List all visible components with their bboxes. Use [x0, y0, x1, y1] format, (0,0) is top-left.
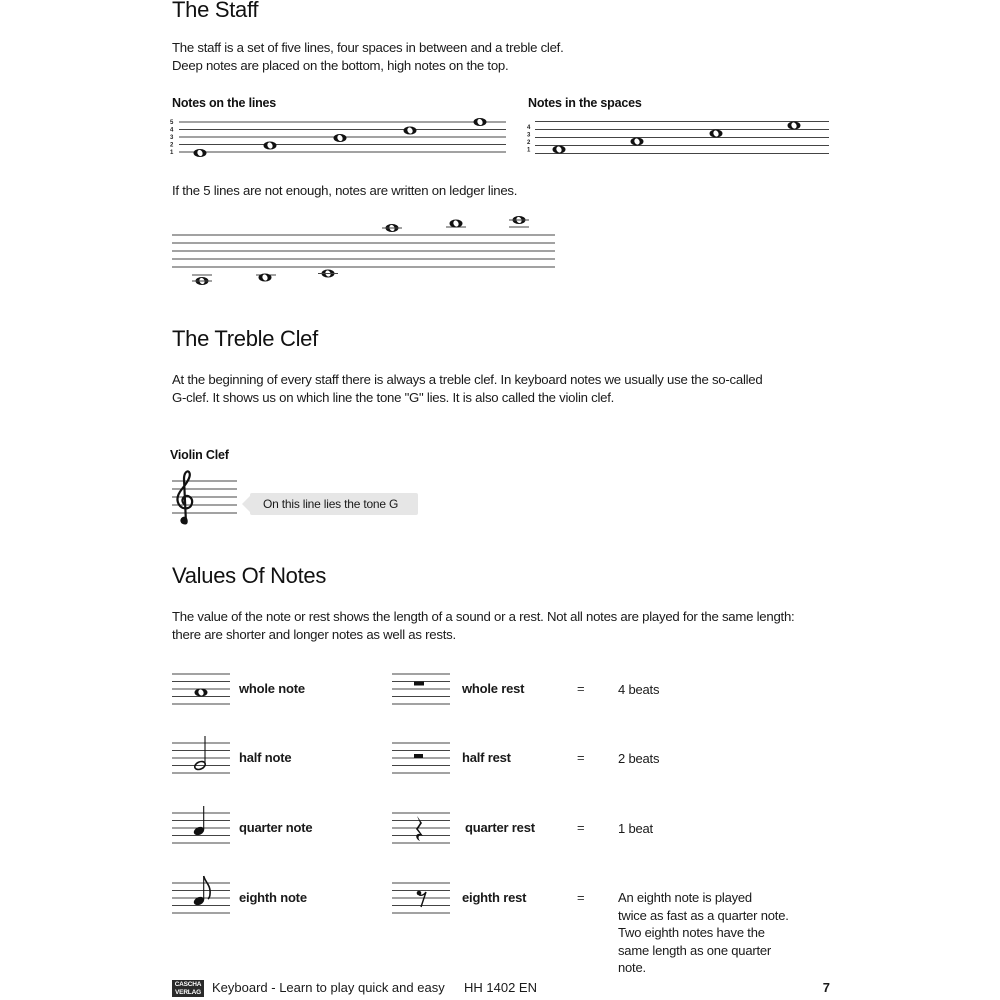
staff-intro-line2: Deep notes are placed on the bottom, high notes on the top.	[172, 58, 509, 73]
section-title-values: Values Of Notes	[172, 563, 327, 588]
whole-note-icon	[788, 122, 801, 130]
line-number: 3	[170, 135, 174, 141]
treble-clef-icon	[178, 471, 193, 524]
violin-clef-title: Violin Clef	[170, 448, 229, 462]
eighth-value-line: Two eighth notes have the	[618, 925, 765, 940]
book-code: HH 1402 EN	[464, 980, 537, 995]
whole-note-icon	[474, 118, 487, 126]
notes-on-lines-title: Notes on the lines	[172, 96, 277, 110]
whole-note-icon	[264, 142, 277, 150]
eighth-value-line: note.	[618, 960, 646, 975]
whole-note-icon	[195, 689, 208, 697]
whole-rest-icon	[414, 682, 424, 686]
quarter-rest-label: quarter rest	[465, 820, 535, 835]
page-footer	[172, 980, 830, 998]
equals-sign: =	[577, 820, 585, 835]
treble-intro-line2: G-clef. It shows us on which line the tone "G" lies. It is also called the violin clef.	[172, 390, 615, 405]
values-intro-line2: there are shorter and longer notes as well as rests.	[172, 627, 456, 642]
tone-g-callout: On this line lies the tone G	[250, 493, 418, 515]
whole-note-icon	[631, 138, 644, 146]
eighth-note-staff	[170, 879, 232, 919]
quarter-note-label: quarter note	[239, 820, 313, 835]
half-rest-staff	[390, 739, 452, 779]
eighth-value	[618, 889, 818, 977]
whole-note-label: whole note	[239, 681, 305, 696]
staff-intro-line1: The staff is a set of five lines, four spaces in between and a treble clef.	[172, 40, 564, 55]
logo-line: CASCHA	[174, 981, 202, 988]
line-number: 1	[170, 150, 174, 156]
whole-note-staff	[170, 670, 232, 710]
ledger-lines-text: If the 5 lines are not enough, notes are written on ledger lines.	[172, 183, 518, 198]
line-number: 4	[170, 127, 174, 134]
line-number: 5	[170, 120, 174, 126]
half-note-staff	[170, 739, 232, 779]
whole-rest-staff	[390, 670, 452, 710]
quarter-note-icon	[192, 806, 205, 837]
quarter-rest-staff	[390, 809, 452, 849]
whole-note-icon	[318, 270, 338, 278]
half-rest-icon	[414, 754, 423, 758]
eighth-value-line: same length as one quarter	[618, 942, 772, 958]
whole-note-icon	[334, 134, 347, 142]
ledger-lines-staff	[170, 210, 560, 290]
violin-clef-staff	[170, 467, 245, 532]
whole-note-icon	[194, 149, 207, 157]
line-number: 2	[170, 142, 174, 149]
treble-intro-line1: At the beginning of every staff there is always a treble clef. In keyboard notes we usually use the so-called	[172, 372, 763, 387]
whole-note-icon	[450, 220, 463, 228]
whole-note-icon	[382, 224, 402, 232]
space-number: 1	[527, 147, 531, 154]
space-number: 3	[527, 132, 531, 139]
section-title-staff: The Staff	[172, 0, 259, 22]
eighth-note-icon	[192, 876, 210, 907]
whole-note-icon	[710, 130, 723, 138]
section-title-treble-clef: The Treble Clef	[172, 326, 318, 351]
book-title: Keyboard - Learn to play quick and easy	[212, 980, 445, 995]
whole-note-icon	[192, 277, 212, 285]
notes-on-lines-staff	[170, 115, 510, 165]
eighth-value-line: twice as fast as a quarter note.	[618, 907, 789, 923]
half-value: 2 beats	[618, 751, 660, 766]
whole-note-icon	[553, 146, 566, 154]
logo-line: VERLAG	[175, 988, 201, 996]
equals-sign: =	[577, 681, 585, 696]
eighth-rest-icon	[417, 891, 426, 907]
publisher-logo	[172, 980, 204, 997]
eighth-value-line: An eighth note is played	[618, 890, 752, 905]
eighth-note-label: eighth note	[239, 890, 307, 905]
whole-note-icon	[404, 127, 417, 135]
equals-sign: =	[577, 890, 585, 905]
space-number: 2	[527, 140, 531, 146]
values-intro-line1: The value of the note or rest shows the length of a sound or a rest. Not all notes are played for the same length:	[172, 609, 795, 624]
whole-value: 4 beats	[618, 682, 660, 697]
half-rest-label: half rest	[462, 750, 511, 765]
eighth-rest-staff	[390, 879, 452, 919]
whole-note-icon	[259, 274, 272, 282]
space-number: 4	[527, 125, 531, 131]
notes-in-spaces-staff	[526, 115, 836, 165]
quarter-note-staff	[170, 809, 232, 849]
half-note-label: half note	[239, 750, 292, 765]
eighth-rest-label: eighth rest	[462, 890, 527, 905]
page-number: 7	[822, 980, 830, 995]
whole-rest-label: whole rest	[462, 681, 525, 696]
quarter-value: 1 beat	[618, 821, 653, 836]
equals-sign: =	[577, 750, 585, 765]
notes-in-spaces-title: Notes in the spaces	[528, 96, 642, 110]
whole-note-icon	[509, 216, 529, 224]
